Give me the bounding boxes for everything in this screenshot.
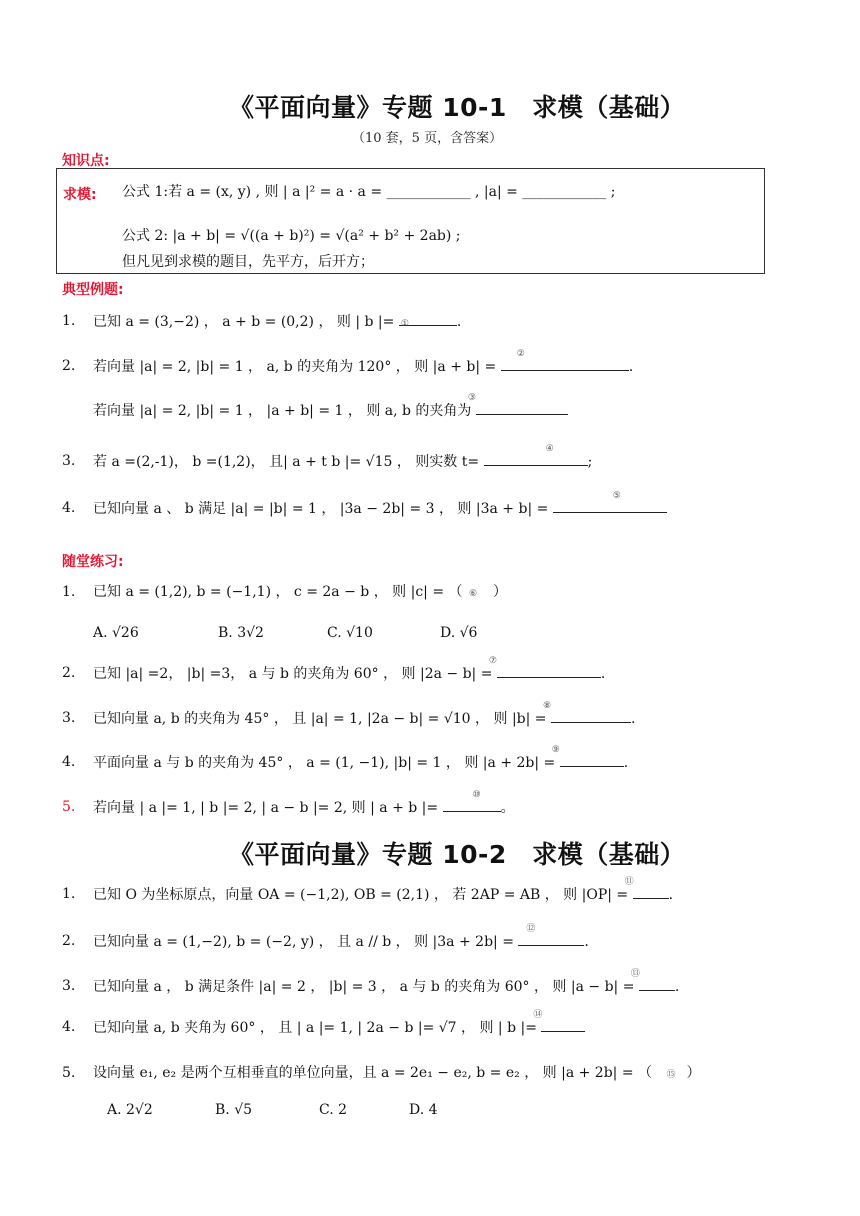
answer-marker: ④ (545, 444, 554, 454)
knowledge-note: 但凡见到求模的题目，先平方，后开方； (122, 254, 374, 270)
example-tail: ; (587, 454, 593, 470)
answer-blank[interactable] (624, 877, 669, 899)
practice-question: 平面向量 a 与 b 的夹角为 45° ， a = (1, −1), |b| = 1 ， 则 |a + 2b| = (93, 755, 556, 771)
section2-number: 2. (62, 933, 76, 949)
answer-blank[interactable] (533, 1010, 585, 1032)
option-a[interactable]: A. √26 (93, 625, 139, 641)
example-question: 若向量 |a| = 2, |b| = 1 ， a, b 的夹角为 120° ， 则 |a + b| = (93, 359, 497, 375)
answer-blank[interactable] (553, 491, 667, 513)
example-text (93, 393, 568, 421)
answer-blank[interactable] (488, 656, 601, 678)
option-d[interactable]: D. 4 (409, 1102, 438, 1118)
practice-tail: . (630, 711, 636, 727)
formula-1: 公式 1:若 a = (x, y) , 则 | a |² = a · a = ____________ , |a| = ____________ ; (122, 184, 616, 200)
practice-tail: . (600, 666, 606, 682)
practice-number: 4. (62, 754, 76, 770)
example-text (93, 311, 461, 332)
answer-blank[interactable] (484, 444, 588, 466)
section2-title: 《平面向量》专题 10-2 求模（基础） (229, 840, 686, 869)
practice-number: 1. (62, 584, 76, 600)
section2-question: 已知向量 a ， b 满足条件 |a| = 2 ， |b| = 3 ， a 与 b 的夹角为 60° ， 则 |a − b| = (93, 979, 635, 995)
practice-question: 已知 a = (1,2), b = (−1,1) ， c = 2a − b ， 则 |c| = （ (93, 584, 463, 600)
answer-blank[interactable] (443, 790, 501, 812)
practice-tail: ） (492, 584, 507, 600)
answer-marker: ⑤ (612, 491, 621, 501)
answer-marker: ⑪ (624, 877, 634, 887)
example-text (93, 444, 593, 472)
examples-heading: 典型例题: (62, 282, 124, 298)
example-tail: . (628, 359, 634, 375)
answer-marker: ⑫ (526, 924, 536, 934)
answer-marker: ⑩ (472, 790, 481, 800)
option-c[interactable]: C. √10 (327, 625, 373, 641)
section2-tail: . (674, 979, 680, 995)
answer-marker: ③ (467, 393, 476, 403)
answer-marker: ⑧ (542, 701, 552, 711)
section2-number: 5. (62, 1065, 76, 1081)
answer-marker: ① (400, 319, 409, 329)
practice-number: 5. (62, 799, 76, 815)
knowledge-label: 求模: (63, 187, 97, 203)
formula-2: 公式 2: |a + b| = √((a + b)²) = √(a² + b² + 2ab) ; (122, 228, 461, 244)
practice-text (93, 656, 606, 684)
section2-text (93, 877, 674, 905)
section2-tail: . (668, 887, 674, 903)
section2-text (93, 969, 680, 997)
section2-tail: . (584, 934, 589, 950)
section2-text (93, 1010, 585, 1038)
practice-tail: 。 (500, 800, 515, 816)
section2-question: 已知向量 a, b 夹角为 60° ， 且 | a |= 1, | 2a − b |= √7 ， 则 | b |= (93, 1020, 537, 1036)
practice-question: 已知向量 a, b 的夹角为 45° ， 且 |a| = 1, |2a − b| = √10 ， 则 |b| = (93, 711, 547, 727)
answer-marker: ② (516, 349, 525, 359)
answer-marker: ⑦ (488, 656, 497, 666)
section2-tail: ） (686, 1065, 701, 1081)
section2-question: 已知 O 为坐标原点，向量 OA = (−1,2), OB = (2,1) ， 若 2AP = AB ， 则 |OP| = (93, 887, 629, 903)
answer-blank[interactable] (551, 745, 624, 767)
knowledge-heading: 知识点: (62, 153, 110, 169)
practice-tail: . (623, 755, 629, 771)
section2-number: 3. (62, 978, 76, 994)
option-b[interactable]: B. 3√2 (218, 625, 264, 641)
answer-blank[interactable] (501, 349, 629, 371)
answer-marker: ⑥ (468, 589, 478, 599)
example-tail: . (456, 314, 462, 330)
answer-blank[interactable] (542, 701, 631, 723)
option-a[interactable]: A. 2√2 (107, 1102, 153, 1118)
practice-text (93, 790, 515, 818)
option-b[interactable]: B. √5 (215, 1102, 253, 1118)
practice-text (93, 701, 636, 729)
section2-text (93, 924, 589, 952)
answer-marker: ⑮ (666, 1070, 676, 1080)
practice-number: 3. (62, 710, 76, 726)
example-question: 已知 a = (3,−2) ， a + b = (0,2) ， 则 | b |= (93, 314, 395, 330)
practice-number: 2. (62, 665, 76, 681)
page-subtitle: （10 套，5 页，含答案） (352, 131, 503, 146)
section2-number: 4. (62, 1019, 76, 1035)
example-question: 若 a =(2,-1)， b =(1,2)， 且| a + t b |= √15 ， 则实数 t= (93, 454, 480, 470)
section2-question: 设向量 e₁, e₂ 是两个互相垂直的单位向量，且 a = 2e₁ − e₂, b = e₂ ， 则 |a + 2b| = （ (93, 1065, 653, 1081)
practice-text (93, 582, 507, 602)
answer-blank[interactable] (630, 969, 675, 991)
example-question: 若向量 |a| = 2, |b| = 1 ， |a + b| = 1 ， 则 a, b 的夹角为 (93, 403, 472, 419)
answer-marker: ⑬ (630, 969, 640, 979)
answer-blank[interactable] (518, 924, 584, 946)
example-number: 2. (62, 358, 76, 374)
example-number: 4. (62, 500, 76, 516)
answer-blank[interactable] (467, 393, 568, 415)
answer-blank[interactable] (399, 311, 457, 329)
answer-marker: ⑨ (551, 745, 560, 755)
option-d[interactable]: D. √6 (440, 625, 478, 641)
answer-marker: ⑭ (533, 1010, 543, 1020)
example-number: 1. (62, 313, 76, 329)
section2-number: 1. (62, 886, 76, 902)
option-c[interactable]: C. 2 (319, 1102, 348, 1118)
example-question: 已知向量 a 、 b 满足 |a| = |b| = 1 ， |3a − 2b| = 3 ， 则 |3a + b| = (93, 501, 549, 517)
practice-heading: 随堂练习: (62, 554, 124, 570)
section2-question: 已知向量 a = (1,−2), b = (−2, y) ， 且 a // b ， 则 |3a + 2b| = (93, 934, 514, 950)
practice-question: 已知 |a| =2， |b| =3， a 与 b 的夹角为 60° ， 则 |2a − b| = (93, 666, 493, 682)
practice-text (93, 745, 629, 773)
example-text (93, 349, 634, 377)
example-number: 3. (62, 453, 76, 469)
example-text (93, 491, 667, 519)
section2-text (93, 1063, 700, 1083)
page-title: 《平面向量》专题 10-1 求模（基础） (229, 93, 686, 122)
practice-question: 若向量 | a |= 1, | b |= 2, | a − b |= 2, 则 | a + b |= (93, 800, 439, 816)
